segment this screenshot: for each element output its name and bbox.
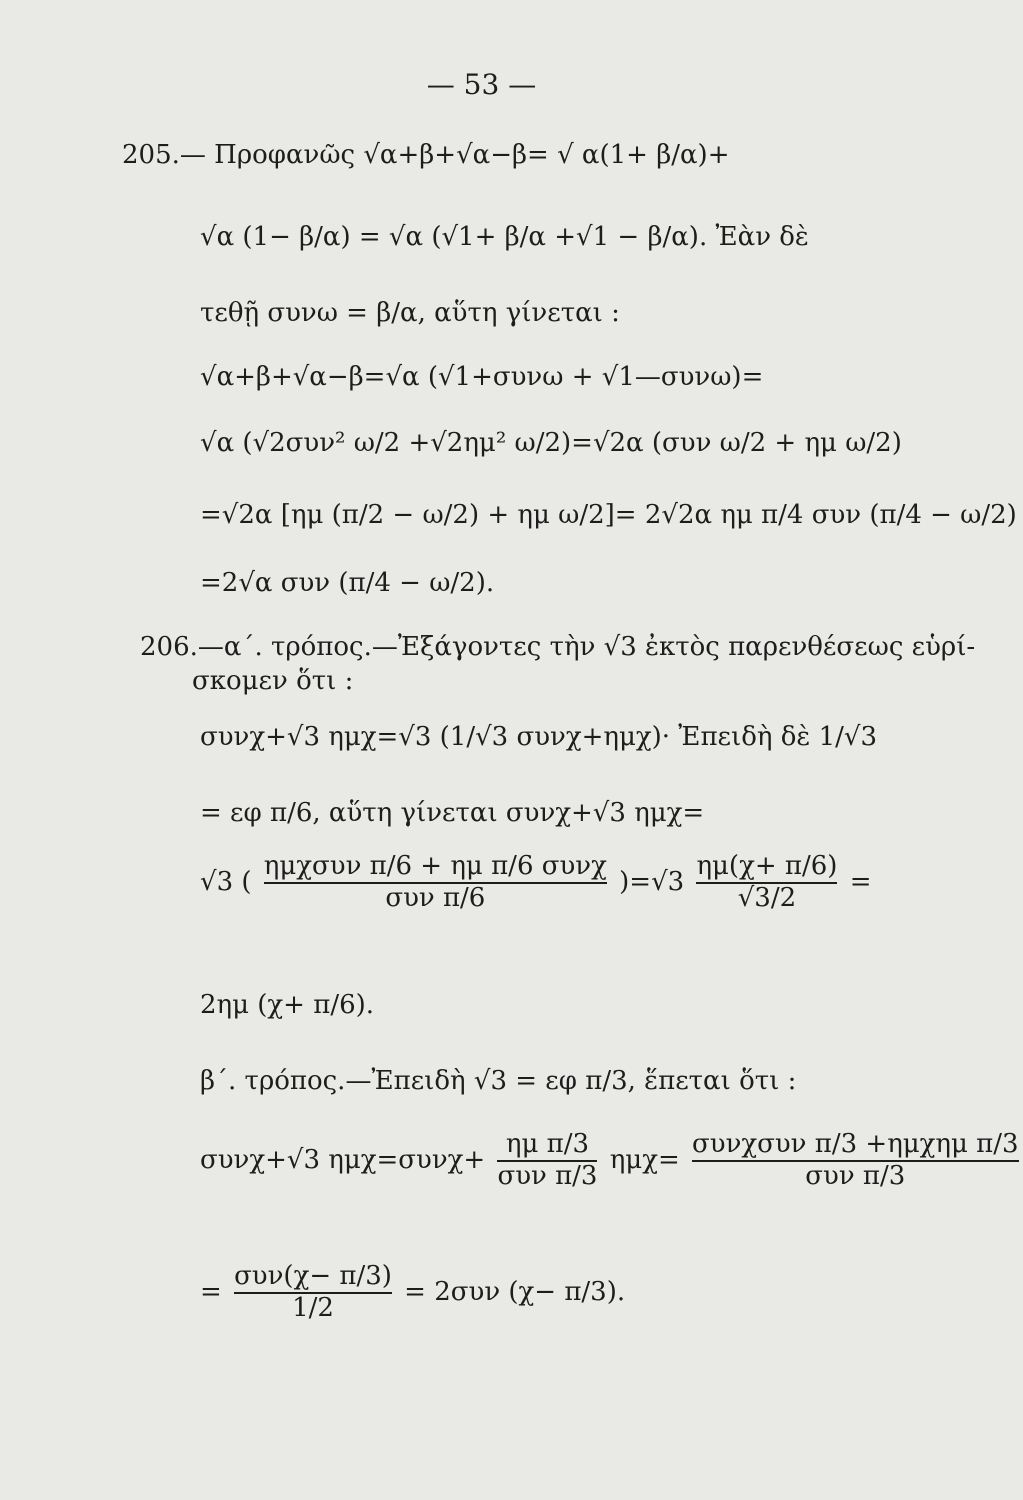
eq-final-sign: = [200, 1276, 222, 1307]
fraction-1 [264, 852, 607, 914]
eq-middle: )=√3 [619, 866, 685, 897]
eq-206-final-line [200, 1262, 625, 1324]
fraction-3-denominator: συν π/3 [497, 1160, 598, 1191]
fraction-3 [497, 1130, 597, 1192]
fraction-2 [696, 852, 837, 914]
eq-206-method-b: β΄. τρόπος.—Ἐπειδὴ √3 = εφ π/3, ἕπεται ὅτι : [200, 1066, 797, 1096]
fraction-4 [692, 1130, 1019, 1192]
fraction-5-denominator: 1/2 [234, 1292, 392, 1324]
eq-final-rest: = 2συν (χ− π/3). [404, 1276, 626, 1307]
fraction-5-numerator: συν(χ− π/3) [234, 1261, 392, 1291]
fraction-1-numerator: ημχσυν π/6 + ημ π/6 συνχ [263, 851, 607, 881]
eq-205-line-5: √α (√2συν² ω/2 +√2ημ² ω/2)=√2α (συν ω/2 + ημ ω/2) [200, 428, 902, 458]
eq-205-line-4: √α+β+√α−β=√α (√1+συνω + √1—συνω)= [200, 362, 764, 392]
eq-sign: = [849, 866, 872, 897]
fraction-3-numerator: ημ π/3 [505, 1129, 590, 1159]
eq-206-line-3: συνχ+√3 ημχ=√3 (1/√3 συνχ+ημχ)· Ἐπειδὴ δὲ 1/√3 [200, 722, 877, 752]
eq-206-line-2: σκομεν ὅτι : [192, 666, 354, 696]
fraction-5 [234, 1262, 392, 1324]
eq-206-line-4: = εφ π/6, αὕτη γίνεται συνχ+√3 ημχ= [200, 798, 705, 828]
eq-b-prefix: συνχ+√3 ημχ=συνχ+ [200, 1144, 486, 1175]
eq-205-line-7: =2√α συν (π/4 − ω/2). [200, 568, 495, 598]
eq-205-line-2: √α (1− β/α) = √α (√1+ β/α +√1 − β/α). Ἐὰν δὲ [200, 222, 809, 252]
fraction-2-numerator: ημ(χ+ π/6) [696, 851, 838, 881]
eq-206-line-1: 206.—α΄. τρόπος.—Ἐξάγοντες τὴν √3 ἐκτὸς παρενθέσεως εὑρί- [140, 632, 976, 662]
eq-206-result-a: 2ημ (χ+ π/6). [200, 990, 375, 1020]
eq-205-line-1: 205.— Προφανῶς √α+β+√α−β= √ α(1+ β/α)+ [122, 140, 730, 170]
eq-b-middle: ημχ= [609, 1144, 680, 1175]
fraction-4-denominator: συν π/3 [692, 1160, 1019, 1192]
fraction-1-denominator: συν π/6 [264, 882, 607, 914]
eq-206-fraction-line [200, 852, 871, 914]
eq-205-line-6: =√2α [ημ (π/2 − ω/2) + ημ ω/2]= 2√2α ημ π/4 συν (π/4 − ω/2) [200, 500, 1017, 530]
eq-206-fraction-line-b [200, 1130, 1023, 1192]
page-number: — 53 — [426, 68, 537, 101]
fraction-4-numerator: συνχσυν π/3 +ημχημ π/3 [692, 1129, 1019, 1159]
fraction-2-denominator: √3/2 [696, 882, 837, 914]
eq-205-line-3: τεθῇ συνω = β/α, αὕτη γίνεται : [200, 298, 620, 328]
sqrt3-open: √3 ( [200, 866, 252, 897]
